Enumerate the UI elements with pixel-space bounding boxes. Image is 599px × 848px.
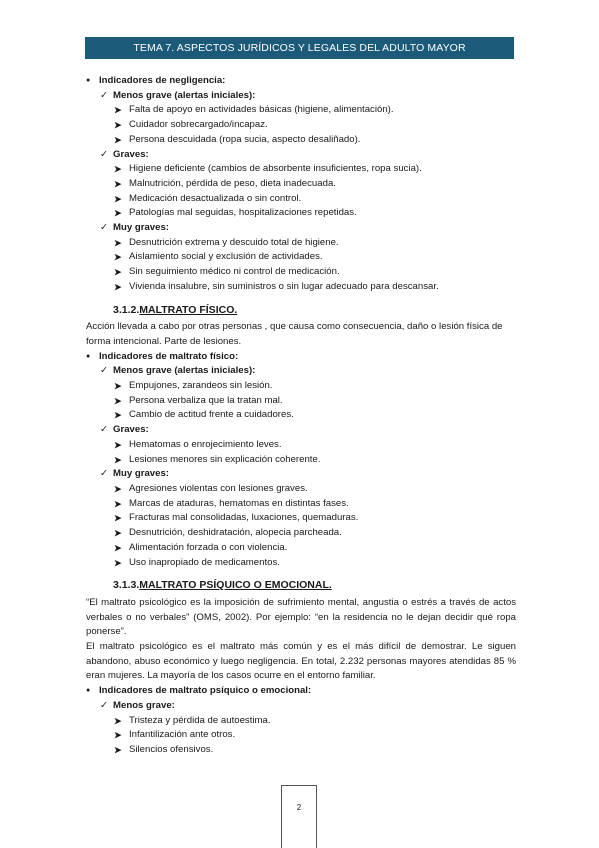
arrowhead-icon: ➤ (114, 208, 122, 219)
list-item: ➤ Marcas de ataduras, hematomas en distintas fases. (86, 497, 516, 512)
checkmark-icon: ✓ (100, 424, 109, 436)
arrowhead-icon: ➤ (114, 410, 122, 421)
section-number: 3.1.3. (113, 579, 140, 592)
section-title: MALTRATO PSÍQUICO O EMOCIONAL. (139, 579, 332, 592)
group-label: ✓ Menos grave: (86, 699, 516, 714)
arrowhead-icon: ➤ (114, 281, 122, 292)
checkmark-icon: ✓ (100, 222, 109, 234)
list-item: ➤ Fracturas mal consolidadas, luxaciones, quemaduras. (86, 511, 516, 526)
arrowhead-icon: ➤ (114, 252, 122, 263)
arrowhead-icon: ➤ (114, 557, 122, 568)
arrowhead-icon: ➤ (114, 439, 122, 450)
group-label: ✓ Muy graves: (86, 221, 516, 236)
list-item: ➤ Malnutrición, pérdida de peso, dieta inadecuada. (86, 177, 516, 192)
bullet-icon: ● (86, 687, 91, 695)
group-label: ✓ Graves: (86, 148, 516, 163)
arrowhead-icon: ➤ (114, 542, 122, 553)
arrowhead-icon: ➤ (114, 381, 122, 392)
arrowhead-icon: ➤ (114, 528, 122, 539)
indicator-heading: ● Indicadores de maltrato psíquico o emocional: (86, 684, 516, 699)
list-item: ➤ Alimentación forzada o con violencia. (86, 541, 516, 556)
list-item: ➤ Tristeza y pérdida de autoestima. (86, 714, 516, 729)
list-item: ➤ Lesiones menores sin explicación coherente. (86, 453, 516, 468)
list-item: ➤ Silencios ofensivos. (86, 743, 516, 758)
list-item: ➤ Desnutrición, deshidratación, alopecia parcheada. (86, 526, 516, 541)
page-number-box (281, 785, 317, 848)
group-label: ✓ Muy graves: (86, 467, 516, 482)
paragraph-line: forma intencional. Parte de lesiones. (86, 335, 242, 347)
arrowhead-icon: ➤ (114, 454, 122, 465)
arrowhead-icon: ➤ (114, 267, 122, 278)
list-item: ➤ Aislamiento social y exclusión de actividades. (86, 250, 516, 265)
list-item: ➤ Cuidador sobrecargado/incapaz. (86, 118, 516, 133)
group-label: ✓ Graves: (86, 423, 516, 438)
list-item: ➤ Vivienda insalubre, sin suministros o sin lugar adecuado para descansar. (86, 280, 516, 295)
arrowhead-icon: ➤ (114, 164, 122, 175)
arrowhead-icon: ➤ (114, 105, 122, 116)
body-paragraph: El maltrato psicológico es el maltrato más común y es el más difícil de demostrar. Le siguen abandono, abuso económico y luego negligencia. En total, 2.232 personas mayores atendidas 85 % eran mujeres. La mayoría de los casos ocurre en el entorno familiar. (86, 641, 516, 682)
arrowhead-icon: ➤ (114, 395, 122, 406)
indicator-heading: ● Indicadores de negligencia: (86, 74, 516, 89)
checkmark-icon: ✓ (100, 365, 109, 377)
group-label: ✓ Menos grave (alertas iniciales): (86, 89, 516, 104)
arrowhead-icon: ➤ (114, 483, 122, 494)
list-item: ➤ Desnutrición extrema y descuido total de higiene. (86, 236, 516, 251)
list-item: ➤ Agresiones violentas con lesiones graves. (86, 482, 516, 497)
list-item: ➤ Persona descuidada (ropa sucia, aspecto desaliñado). (86, 133, 516, 148)
list-item: ➤ Falta de apoyo en actividades básicas (higiene, alimentación). (86, 103, 516, 118)
page-number: 2 (296, 803, 302, 812)
list-item: ➤ Medicación desactualizada o sin control. (86, 192, 516, 207)
section-heading (86, 303, 516, 318)
section-heading (86, 578, 516, 593)
section-number: 3.1.2. (113, 303, 140, 316)
arrowhead-icon: ➤ (114, 744, 122, 755)
page-header (85, 37, 514, 59)
arrowhead-icon: ➤ (114, 134, 122, 145)
checkmark-icon: ✓ (100, 699, 109, 711)
paragraph-line: Acción llevada a cabo por otras personas , que causa como consecuencia, daño o lesión física de (86, 321, 503, 333)
quote-paragraph: “El maltrato psicológico es la imposición de sufrimiento mental, angustia o estrés a través de actos verbales o no verbales” (OMS, 2002). Por ejemplo: “en la residencia no le dejan decidir qué ropa ponerse”. (86, 596, 516, 638)
document-body (86, 74, 516, 758)
checkmark-icon: ✓ (100, 89, 109, 101)
list-item: ➤ Persona verbaliza que la tratan mal. (86, 394, 516, 409)
list-item: ➤ Cambio de actitud frente a cuidadores. (86, 408, 516, 423)
header-title: TEMA 7. ASPECTOS JURÍDICOS Y LEGALES DEL ADULTO MAYOR (133, 42, 466, 54)
list-item: ➤ Sin seguimiento médico ni control de medicación. (86, 265, 516, 280)
checkmark-icon: ✓ (100, 148, 109, 160)
arrowhead-icon: ➤ (114, 498, 122, 509)
arrowhead-icon: ➤ (114, 178, 122, 189)
list-item: ➤ Infantilización ante otros. (86, 728, 516, 743)
arrowhead-icon: ➤ (114, 715, 122, 726)
indicator-heading: ● Indicadores de maltrato físico: (86, 350, 516, 365)
list-item: ➤ Hematomas o enrojecimiento leves. (86, 438, 516, 453)
checkmark-icon: ✓ (100, 468, 109, 480)
arrowhead-icon: ➤ (114, 120, 122, 131)
arrowhead-icon: ➤ (114, 513, 122, 524)
list-item: ➤ Uso inapropiado de medicamentos. (86, 556, 516, 571)
bullet-icon: ● (86, 352, 91, 360)
bullet-icon: ● (86, 77, 91, 84)
list-item: ➤ Empujones, zarandeos sin lesión. (86, 379, 516, 394)
group-label: ✓ Menos grave (alertas iniciales): (86, 364, 516, 379)
section-title: MALTRATO FÍSICO. (139, 303, 238, 316)
arrowhead-icon: ➤ (114, 730, 122, 741)
list-item: ➤ Patologías mal seguidas, hospitalizaciones repetidas. (86, 206, 516, 221)
arrowhead-icon: ➤ (114, 193, 122, 204)
list-item: ➤ Higiene deficiente (cambios de absorbente insuficientes, ropa sucia). (86, 162, 516, 177)
arrowhead-icon: ➤ (114, 237, 122, 248)
